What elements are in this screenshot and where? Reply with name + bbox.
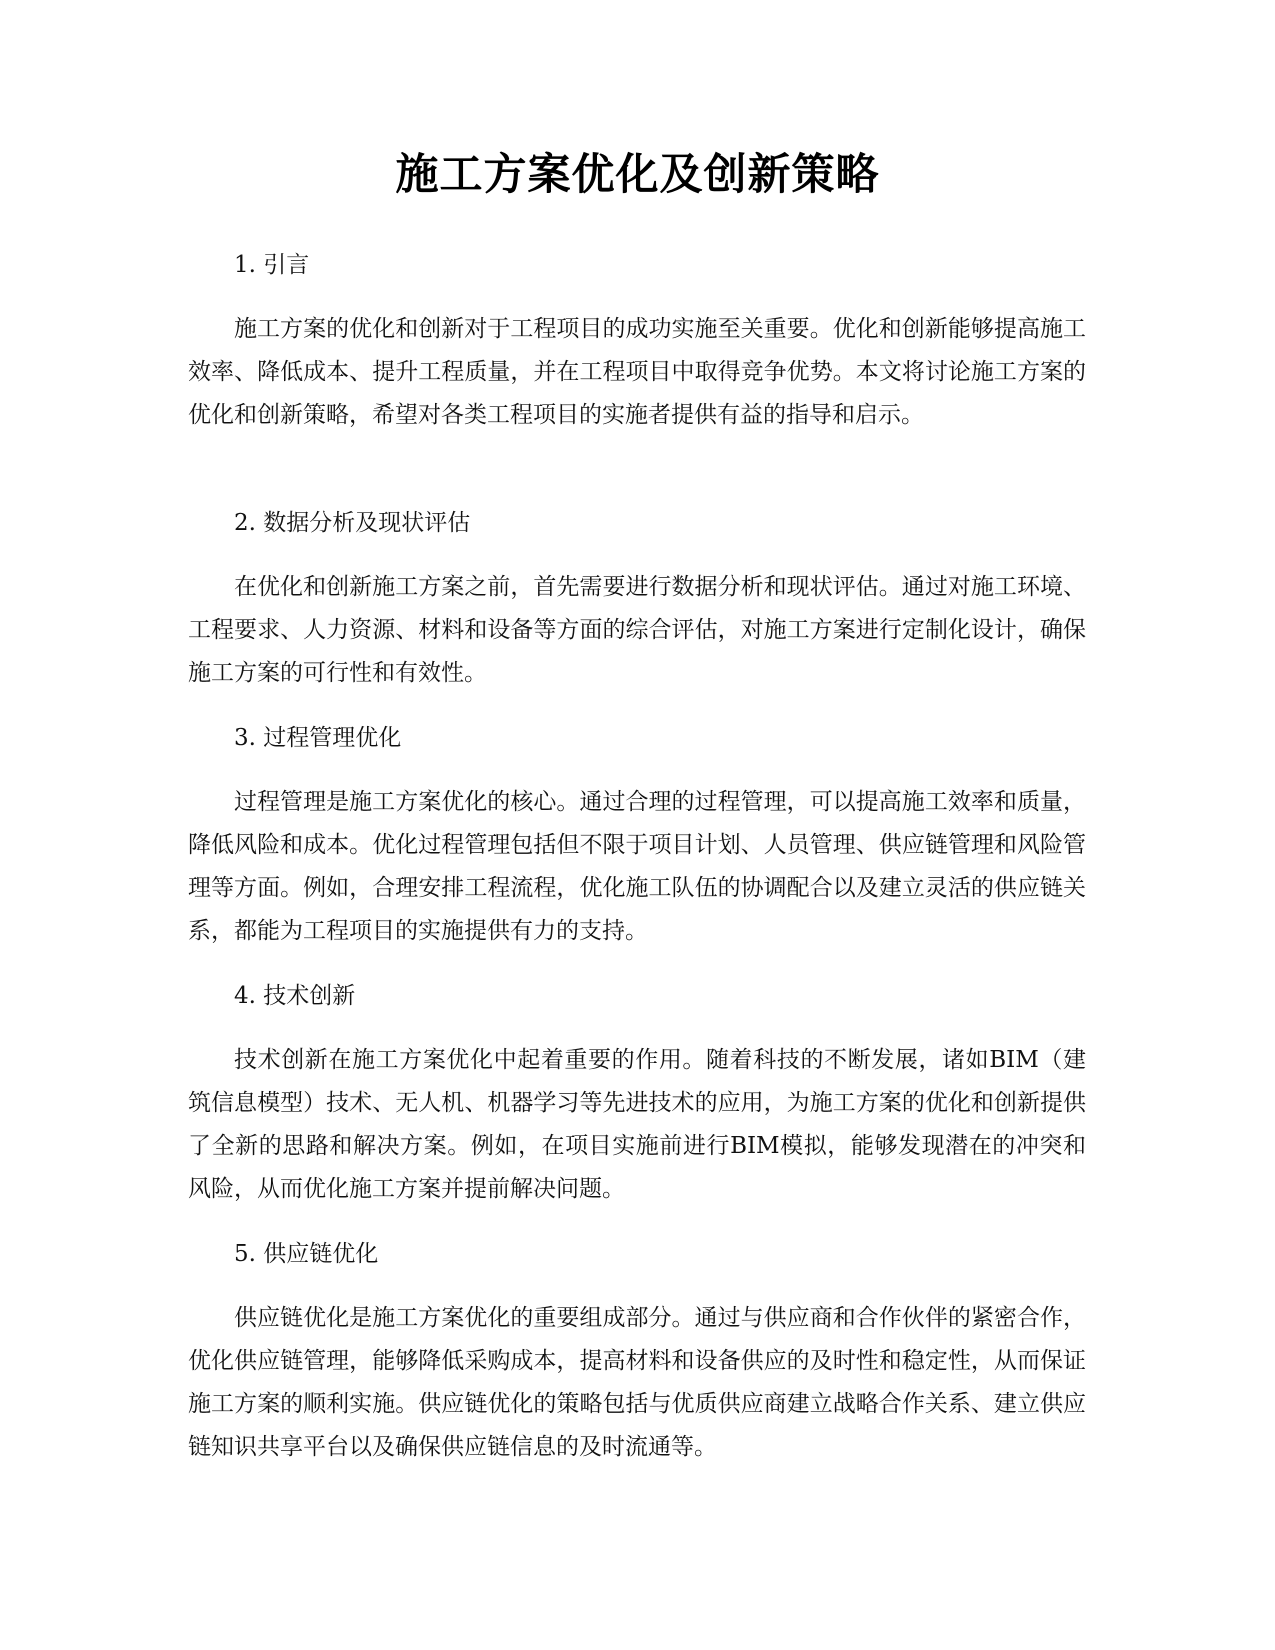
section-paragraph-supply-chain: 供应链优化是施工方案优化的重要组成部分。通过与供应商和合作伙伴的紧密合作，优化供应链管理，能够降低采购成本，提高材料和设备供应的及时性和稳定性，从而保证施工方案的顺利实施。供应链优化的策略包括与优质供应商建立战略合作关系、建立供应链知识共享平台以及确保供应链信息的及时流通等。 bbox=[188, 1305, 1086, 1460]
section-paragraph-data-analysis: 在优化和创新施工方案之前，首先需要进行数据分析和现状评估。通过对施工环境、工程要求、人力资源、材料和设备等方面的综合评估，对施工方案进行定制化设计，确保施工方案的可行性和有效性。 bbox=[188, 574, 1086, 686]
section-paragraph-process-management: 过程管理是施工方案优化的核心。通过合理的过程管理，可以提高施工效率和质量，降低风险和成本。优化过程管理包括但不限于项目计划、人员管理、供应链管理和风险管理等方面。例如，合理安排工程流程，优化施工队伍的协调配合以及建立灵活的供应链关系，都能为工程项目的实施提供有力的支持。 bbox=[188, 789, 1086, 944]
section-paragraph-introduction: 施工方案的优化和创新对于工程项目的成功实施至关重要。优化和创新能够提高施工效率、降低成本、提升工程质量，并在工程项目中取得竞争优势。本文将讨论施工方案的优化和创新策略，希望对各类工程项目的实施者提供有益的指导和启示。 bbox=[188, 316, 1086, 428]
section-heading-process-management: 3. 过程管理优化 bbox=[234, 725, 402, 751]
section-heading-technical-innovation: 4. 技术创新 bbox=[234, 983, 356, 1009]
section-heading-supply-chain: 5. 供应链优化 bbox=[234, 1241, 379, 1267]
section-paragraph-technical-innovation: 技术创新在施工方案优化中起着重要的作用。随着科技的不断发展，诸如BIM（建筑信息模型）技术、无人机、机器学习等先进技术的应用，为施工方案的优化和创新提供了全新的思路和解决方案。例如，在项目实施前进行BIM模拟，能够发现潜在的冲突和风险，从而优化施工方案并提前解决问题。 bbox=[188, 1047, 1086, 1202]
section-heading-data-analysis: 2. 数据分析及现状评估 bbox=[234, 510, 471, 536]
document-title: 施工方案优化及创新策略 bbox=[395, 150, 880, 200]
section-heading-introduction: 1. 引言 bbox=[234, 252, 310, 278]
